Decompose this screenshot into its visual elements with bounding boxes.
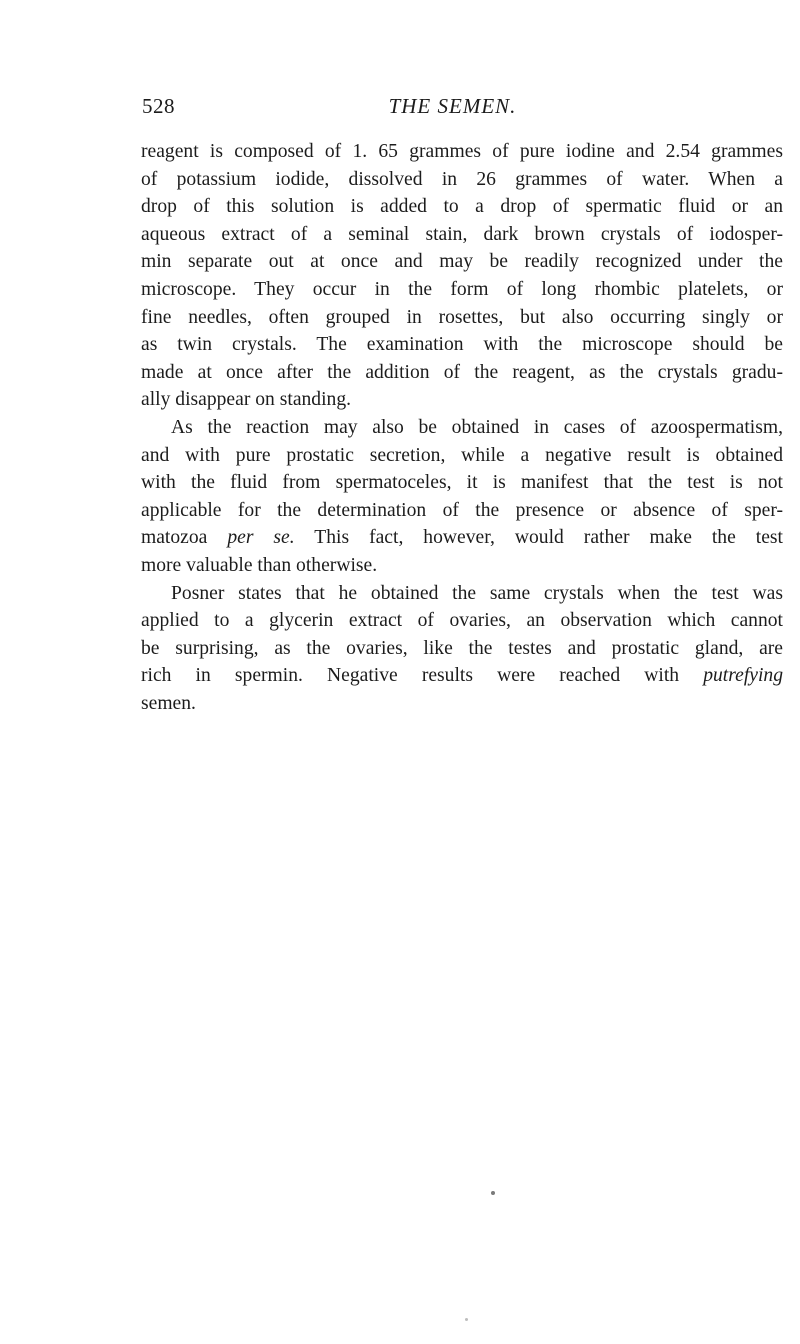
text-line: be surprising, as the ovaries, like the testes and prostatic gland, are bbox=[141, 637, 783, 659]
paragraph-start-line: As the reaction may also be obtained in cases of azoospermatism, bbox=[171, 416, 783, 438]
text-line: of potassium iodide, dissolved in 26 grammes of water. When a bbox=[141, 168, 783, 190]
text-line: with the fluid from spermatoceles, it is manifest that the test is not bbox=[141, 472, 783, 494]
ink-speck bbox=[465, 1318, 468, 1321]
text-line: reagent is composed of 1. 65 grammes of pure iodine and 2.54 grammes bbox=[141, 141, 783, 162]
text-line bbox=[141, 662, 783, 690]
text-line: applicable for the determination of the presence or absence of sper- bbox=[141, 499, 783, 521]
italic-phrase: per se. bbox=[227, 527, 295, 549]
text-line: more valuable than otherwise. bbox=[141, 554, 378, 576]
paragraph-start-line: Posner states that he obtained the same crystals when the test was bbox=[171, 582, 783, 604]
text-line: ally disappear on standing. bbox=[141, 389, 352, 411]
text-line: drop of this solution is added to a drop of spermatic fluid or an bbox=[141, 196, 783, 218]
text-line: min separate out at once and may be readily recognized under the bbox=[141, 251, 783, 273]
text-line: microscope. They occur in the form of long rhombic platelets, or bbox=[141, 278, 783, 300]
text-line: made at once after the addition of the reagent, as the crystals gradu- bbox=[141, 361, 783, 383]
text-line: fine needles, often grouped in rosettes, but also occurring singly or bbox=[141, 306, 783, 328]
text-line: as twin crystals. The examination with the microscope should be bbox=[141, 334, 783, 356]
text-line: and with pure prostatic secretion, while a negative result is obtained bbox=[141, 444, 783, 466]
running-title: THE SEMEN. bbox=[388, 94, 517, 118]
text-segment: matozoa bbox=[141, 527, 228, 549]
page-number: 528 bbox=[142, 94, 175, 118]
text-line bbox=[141, 524, 783, 552]
ink-speck bbox=[491, 1191, 495, 1195]
text-segment: rich in spermin. Negative results were reached with bbox=[141, 665, 704, 687]
body-text bbox=[141, 138, 783, 717]
italic-phrase: putrefying bbox=[703, 665, 783, 687]
text-line: applied to a glycerin extract of ovaries, an observation which cannot bbox=[141, 610, 783, 632]
running-head bbox=[142, 94, 783, 124]
text-segment: This fact, however, would rather make the test bbox=[294, 527, 783, 549]
text-line: aqueous extract of a seminal stain, dark brown crystals of iodosper- bbox=[141, 223, 783, 245]
text-line: semen. bbox=[141, 692, 196, 714]
